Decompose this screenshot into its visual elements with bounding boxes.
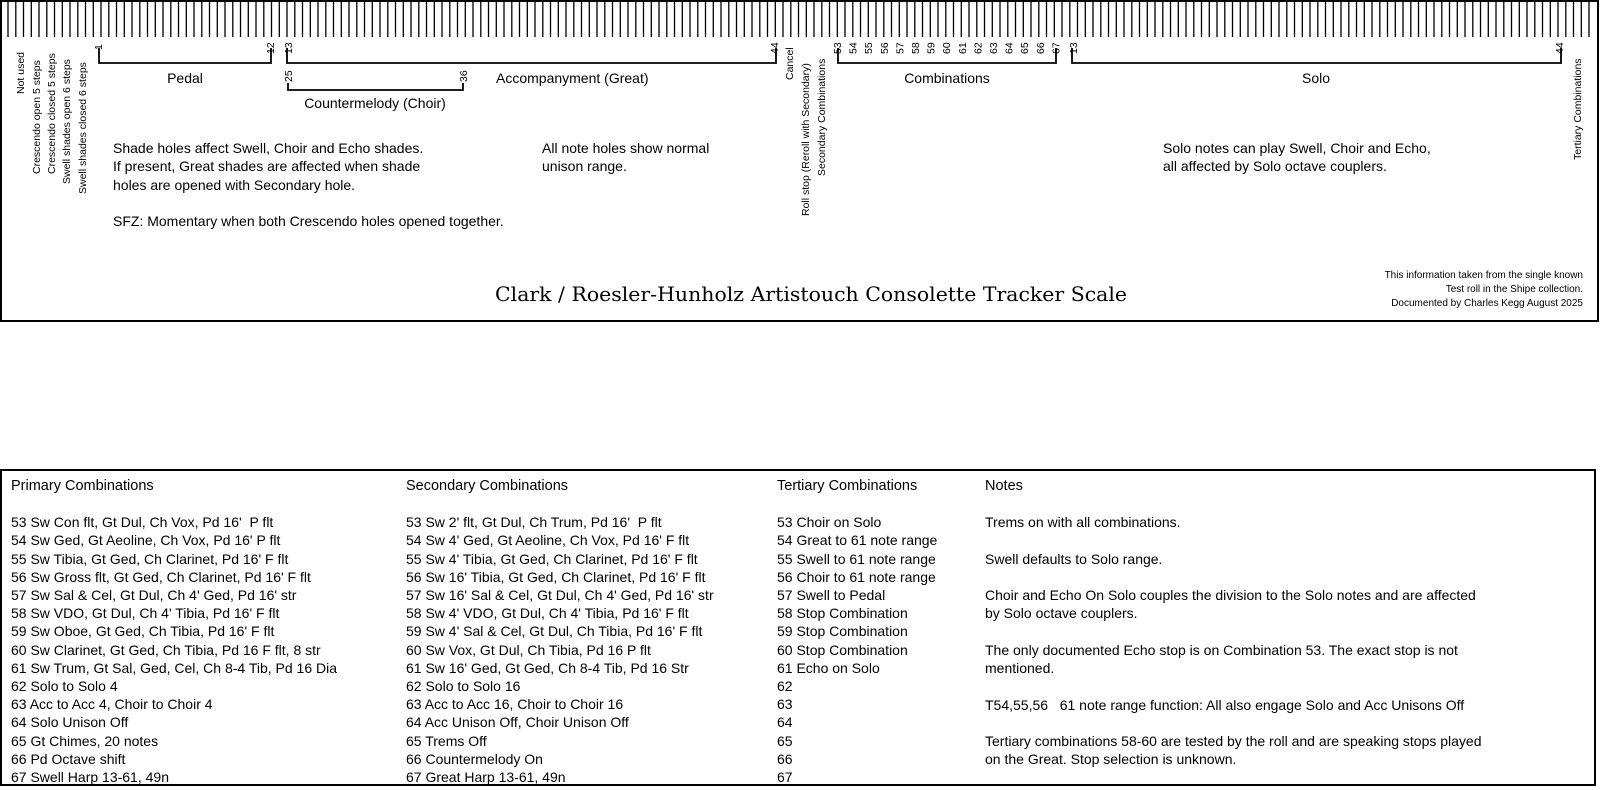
shade-note-line-2: If present, Great shades are affected when shade xyxy=(113,158,421,174)
countermelody-start-number: 25 xyxy=(283,70,295,82)
note-paragraph: T54,55,56 61 note range function: All also engage Solo and Acc Unisons Off xyxy=(985,696,1465,713)
label-secondary-combinations: Secondary Combinations xyxy=(816,58,828,176)
tertiary-combination-item: 53 Choir on Solo xyxy=(777,514,882,531)
primary-combination-item: 61 Sw Trum, Gt Sal, Ged, Cel, Ch 8-4 Tib, Pd 16 Dia xyxy=(11,659,338,676)
sfz-note: SFZ: Momentary when both Crescendo holes opened together. xyxy=(113,213,504,229)
label-crescendo-closed: Crescendo closed 5 steps xyxy=(46,53,58,174)
note-paragraph: Tertiary combinations 58-60 are tested by the roll and are speaking stops played on the Great. Stop selection is unknown. xyxy=(985,733,1482,768)
secondary-combination-item: 61 Sw 16' Ged, Gt Ged, Ch 8-4 Tib, Pd 16 Str xyxy=(406,659,689,676)
primary-combination-item: 56 Sw Gross flt, Gt Ged, Ch Clarinet, Pd 16' F flt xyxy=(11,568,311,585)
note-paragraph: The only documented Echo stop is on Combination 53. The exact stop is not mentioned. xyxy=(985,641,1458,677)
solo-note-line-2: all affected by Solo octave couplers. xyxy=(1163,158,1387,174)
credit-line-2: Test roll in the Shipe collection. xyxy=(1445,284,1583,295)
pedal-label: Pedal xyxy=(167,70,203,86)
primary-combination-item: 57 Sw Sal & Cel, Gt Dul, Ch 4' Ged, Pd 16' str xyxy=(11,587,297,604)
accompaniment-bracket xyxy=(287,48,776,63)
notes-heading: Notes xyxy=(985,478,1023,494)
combination-number: 63 xyxy=(988,42,1000,54)
primary-combination-item: 62 Solo to Solo 4 xyxy=(11,678,118,695)
accompaniment-start-number: 13 xyxy=(283,42,295,54)
shade-note-line-3: holes are opened with Secondary hole. xyxy=(113,177,356,193)
primary-combinations-heading: Primary Combinations xyxy=(11,478,154,494)
pedal-end-number: 12 xyxy=(265,42,277,54)
shade-note-line-1: Shade holes affect Swell, Choir and Echo shades. xyxy=(113,140,424,156)
tertiary-combination-item: 56 Choir to 61 note range xyxy=(777,568,936,585)
combination-number: 62 xyxy=(972,42,985,54)
combination-number: 56 xyxy=(878,42,891,54)
primary-combination-item: 63 Acc to Acc 4, Choir to Choir 4 xyxy=(11,696,213,713)
credit-line-1: This information taken from the single known xyxy=(1384,270,1583,281)
solo-start-number: 13 xyxy=(1068,42,1080,54)
solo-bracket xyxy=(1072,48,1561,63)
combination-number: 54 xyxy=(847,42,860,54)
tertiary-combination-item: 59 Stop Combination xyxy=(777,623,908,640)
secondary-combinations-heading: Secondary Combinations xyxy=(406,478,569,494)
combination-number: 57 xyxy=(894,42,907,54)
tertiary-combinations-heading: Tertiary Combinations xyxy=(777,478,918,494)
label-swell-open: Swell shades open 6 steps xyxy=(61,59,73,184)
secondary-combination-item: 59 Sw 4' Sal & Cel, Gt Dul, Ch Tibia, Pd 16' F flt xyxy=(406,623,703,640)
note-paragraph: Trems on with all combinations. xyxy=(985,514,1181,531)
primary-combination-item: 67 Swell Harp 13-61, 49n xyxy=(11,769,169,786)
tertiary-combination-item: 65 xyxy=(777,732,793,749)
secondary-combination-item: 60 Sw Vox, Gt Dul, Ch Tibia, Pd 16 P flt xyxy=(406,641,651,658)
label-swell-closed: Swell shades closed 6 steps xyxy=(77,62,89,194)
solo-note-line-1: Solo notes can play Swell, Choir and Echo, xyxy=(1163,140,1431,156)
label-tertiary-combinations: Tertiary Combinations xyxy=(1572,58,1584,160)
tracker-hole-ticks xyxy=(8,1,1589,37)
combinations-panel xyxy=(0,469,1596,786)
secondary-combination-item: 53 Sw 2' flt, Gt Dul, Ch Trum, Pd 16' P flt xyxy=(406,514,662,531)
tertiary-combinations-column xyxy=(777,477,977,786)
primary-combinations-column xyxy=(11,477,401,786)
primary-combination-item: 54 Sw Ged, Gt Aeoline, Ch Vox, Pd 16' P flt xyxy=(11,532,281,549)
secondary-combination-item: 65 Trems Off xyxy=(406,732,487,749)
label-crescendo-open: Crescendo open 5 steps xyxy=(31,60,43,174)
combination-number: 65 xyxy=(1019,42,1032,54)
secondary-combination-item: 67 Great Harp 13-61, 49n xyxy=(406,769,566,786)
tertiary-combination-item: 61 Echo on Solo xyxy=(777,659,880,676)
tertiary-combination-item: 58 Stop Combination xyxy=(777,605,908,622)
tertiary-combination-item: 55 Swell to 61 note range xyxy=(777,550,936,567)
secondary-combinations-column xyxy=(406,477,776,786)
tertiary-combination-item: 60 Stop Combination xyxy=(777,641,908,658)
pedal-start-number: 1 xyxy=(93,44,105,50)
secondary-combination-item: 58 Sw 4' VDO, Gt Dul, Ch 4' Tibia, Pd 16' F flt xyxy=(406,605,689,622)
unison-note-line-2: unison range. xyxy=(542,158,627,174)
secondary-combination-item: 56 Sw 16' Tibia, Gt Ged, Ch Clarinet, Pd 16' F flt xyxy=(406,568,706,585)
unison-note-line-1: All note holes show normal xyxy=(542,140,710,156)
secondary-combination-item: 55 Sw 4' Tibia, Gt Ged, Ch Clarinet, Pd 16' F flt xyxy=(406,550,698,567)
primary-combination-item: 53 Sw Con flt, Gt Dul, Ch Vox, Pd 16' P flt xyxy=(11,514,274,531)
credit-line-3: Documented by Charles Kegg August 2025 xyxy=(1391,298,1583,309)
tertiary-combination-item: 57 Swell to Pedal xyxy=(777,587,886,604)
secondary-combination-item: 54 Sw 4' Ged, Gt Aeoline, Ch Vox, Pd 16' F flt xyxy=(406,532,690,549)
tertiary-combination-item: 64 xyxy=(777,714,793,731)
combination-number: 67 xyxy=(1050,42,1063,54)
countermelody-label: Countermelody (Choir) xyxy=(304,95,446,111)
secondary-combination-item: 57 Sw 16' Sal & Cel, Gt Dul, Ch 4' Ged, Pd 16' str xyxy=(406,587,714,604)
combination-number: 66 xyxy=(1034,42,1047,54)
combination-number: 59 xyxy=(925,42,938,54)
label-not-used: Not used xyxy=(15,51,27,94)
tertiary-combination-item: 67 xyxy=(777,769,793,786)
primary-combination-item: 58 Sw VDO, Gt Dul, Ch 4' Tibia, Pd 16' F flt xyxy=(11,605,280,622)
tertiary-combination-item: 66 xyxy=(777,750,793,767)
primary-combination-item: 64 Solo Unison Off xyxy=(11,714,129,731)
combination-hole-numbers xyxy=(832,42,1062,54)
combination-number: 58 xyxy=(910,42,922,54)
primary-combination-item: 60 Sw Clarinet, Gt Ged, Ch Tibia, Pd 16 F flt, 8 str xyxy=(11,641,321,658)
note-paragraph: Choir and Echo On Solo couples the division to the Solo notes and are affected by Solo octave couplers. xyxy=(985,587,1476,622)
pedal-bracket xyxy=(99,48,271,63)
combination-number: 60 xyxy=(941,42,954,54)
primary-combination-item: 59 Sw Oboe, Gt Ged, Ch Tibia, Pd 16' F flt xyxy=(11,623,275,640)
solo-end-number: 44 xyxy=(1554,42,1566,54)
diagram-title: Clark / Roesler-Hunholz Artistouch Consolette Tracker Scale xyxy=(495,282,1127,306)
secondary-combination-item: 64 Acc Unison Off, Choir Unison Off xyxy=(406,714,629,731)
tertiary-combination-item: 62 xyxy=(777,678,793,695)
tertiary-combination-item: 54 Great to 61 note range xyxy=(777,532,938,549)
primary-combination-item: 65 Gt Chimes, 20 notes xyxy=(11,732,159,749)
secondary-combination-item: 62 Solo to Solo 16 xyxy=(406,678,521,695)
tracker-scale-diagram xyxy=(0,0,1600,325)
note-paragraph: Swell defaults to Solo range. xyxy=(985,550,1163,567)
accompaniment-end-number: 44 xyxy=(769,42,781,54)
combination-number: 61 xyxy=(956,42,969,54)
accompaniment-label: Accompanyment (Great) xyxy=(496,70,649,86)
label-cancel: Cancel xyxy=(784,47,796,80)
combination-number: 53 xyxy=(832,42,844,54)
tertiary-combination-item: 63 xyxy=(777,696,793,713)
secondary-combination-item: 66 Countermelody On xyxy=(406,750,543,767)
primary-combination-item: 55 Sw Tibia, Gt Ged, Ch Clarinet, Pd 16' F flt xyxy=(11,550,289,567)
countermelody-end-number: 36 xyxy=(458,70,470,82)
solo-label: Solo xyxy=(1301,70,1331,86)
combination-number: 55 xyxy=(863,42,876,54)
combinations-label: Combinations xyxy=(904,70,990,86)
combination-number: 64 xyxy=(1003,42,1016,54)
notes-column xyxy=(985,477,1590,787)
label-roll-stop: Roll stop (Reroll with Secondary) xyxy=(800,63,812,216)
countermelody-bracket xyxy=(288,83,463,90)
primary-combination-item: 66 Pd Octave shift xyxy=(11,750,126,767)
secondary-combination-item: 63 Acc to Acc 16, Choir to Choir 16 xyxy=(406,696,624,713)
